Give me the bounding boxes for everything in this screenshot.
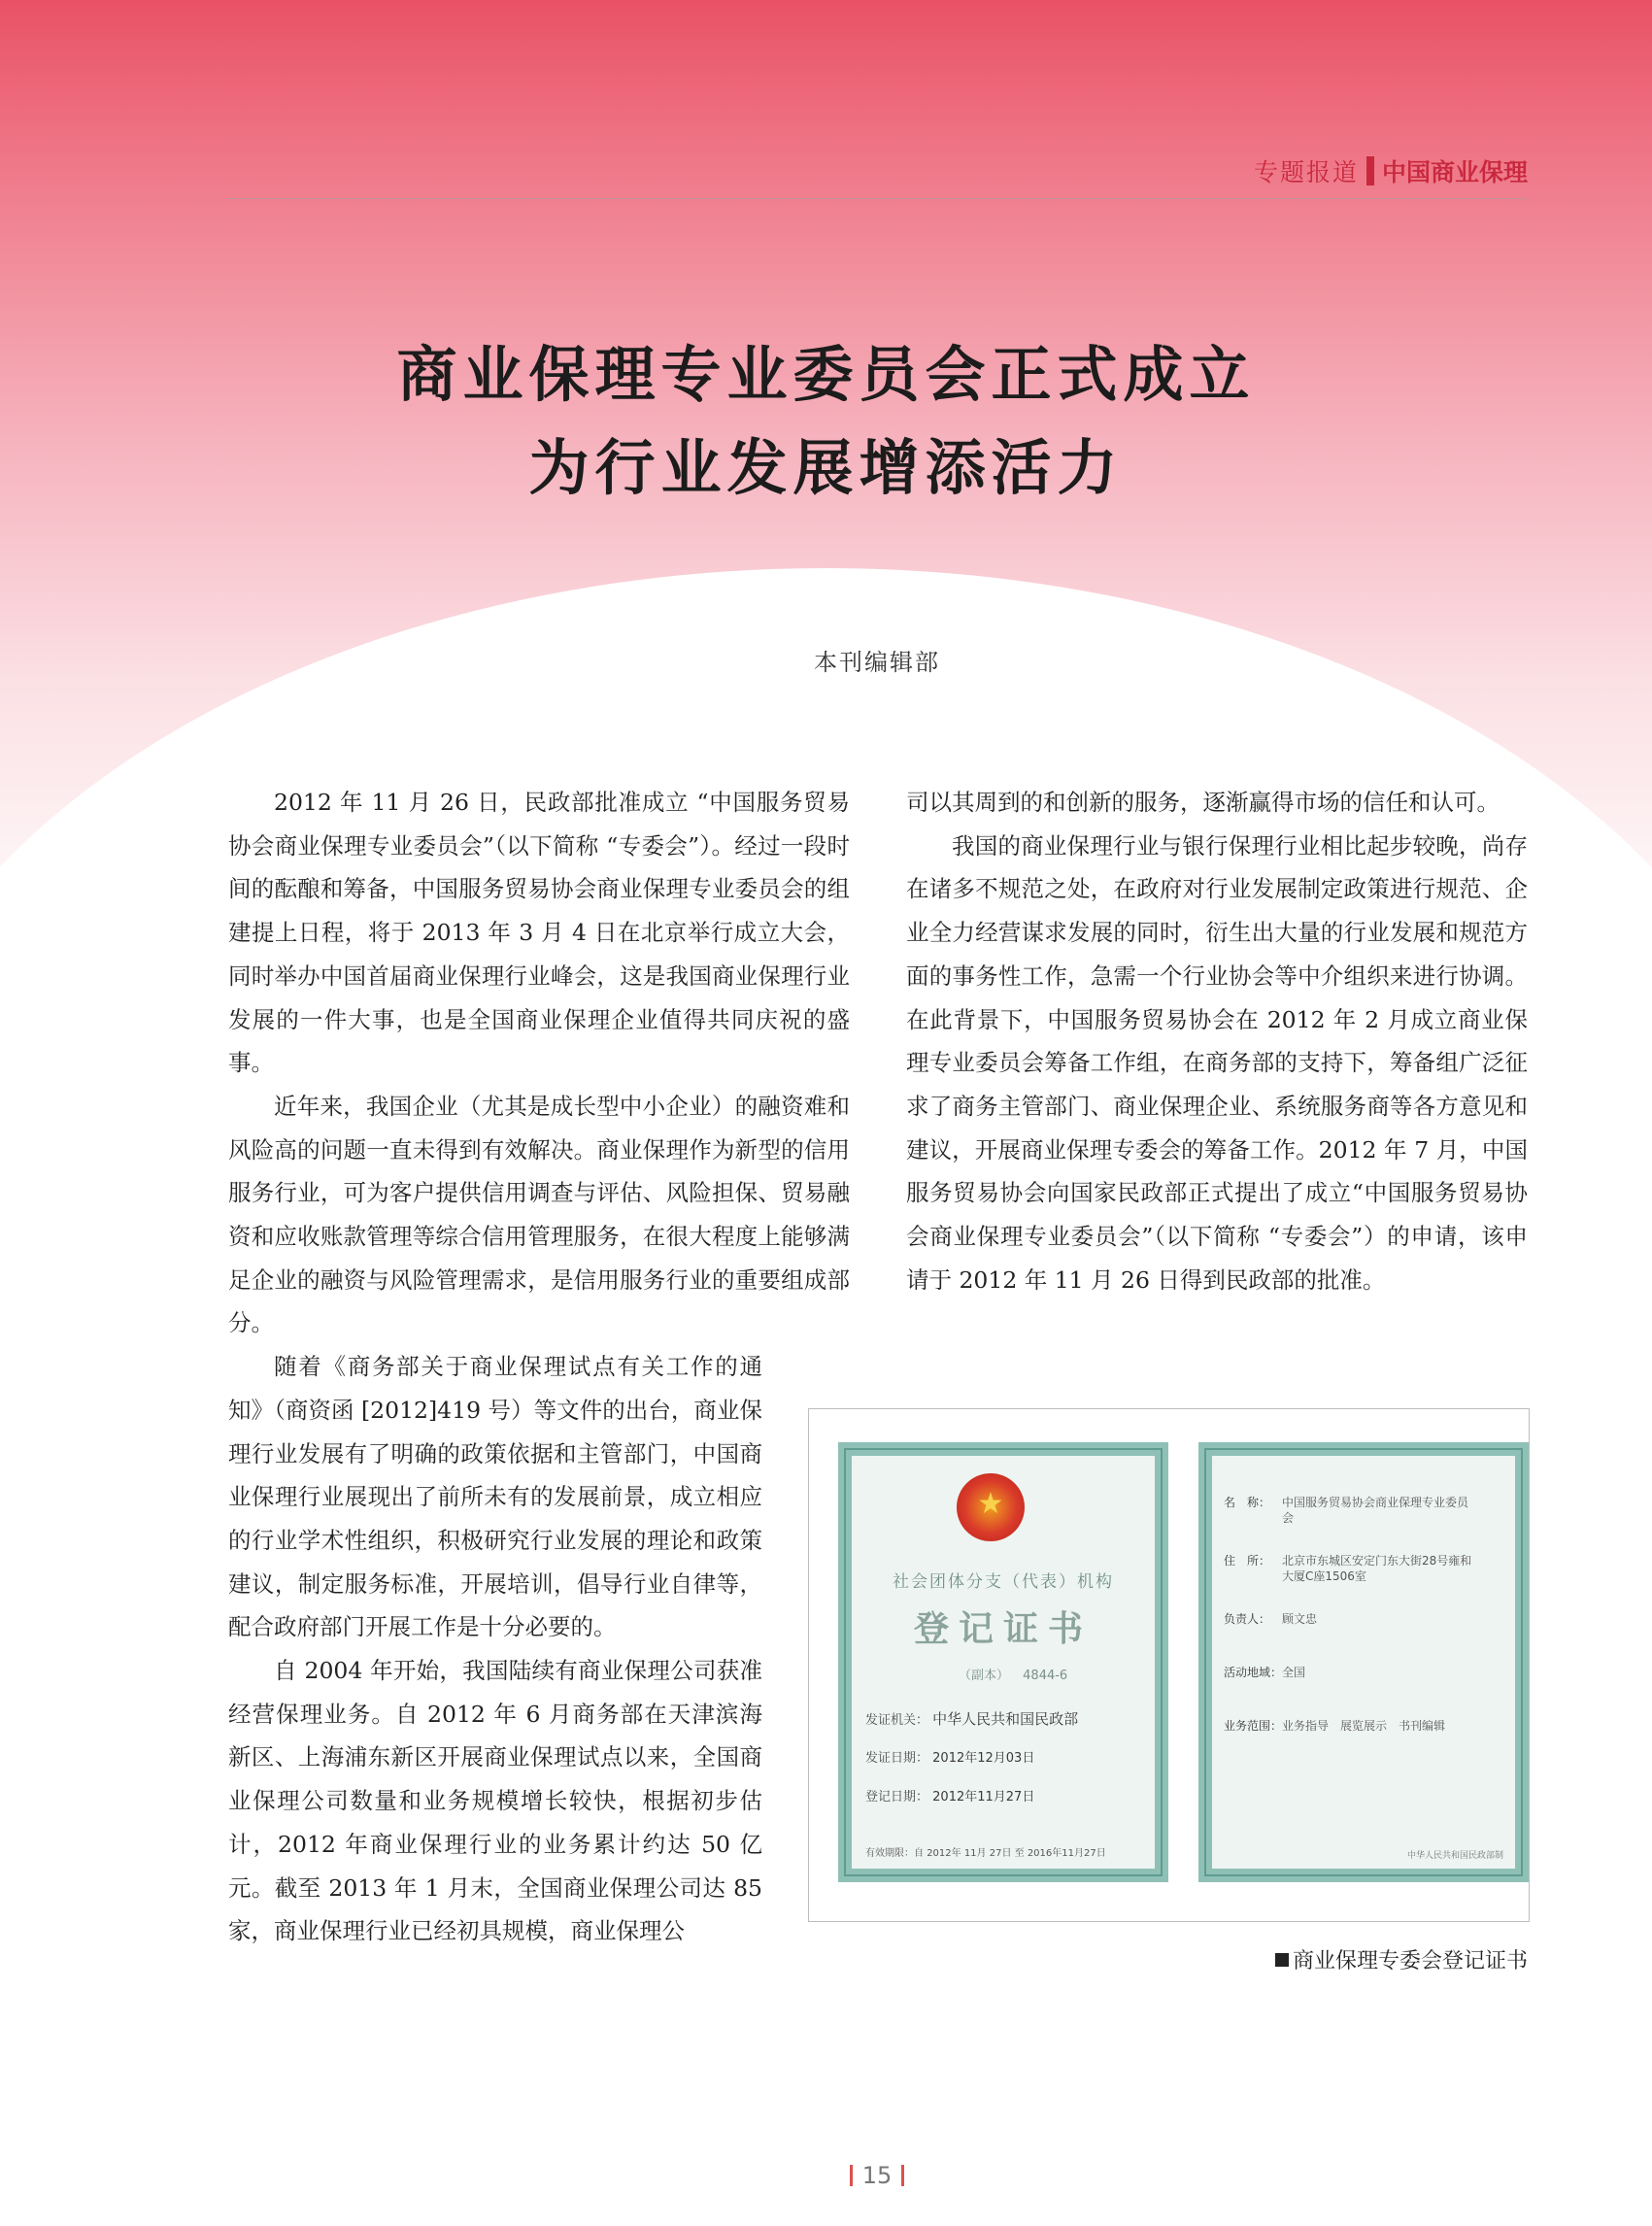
validity-line: 有效期限：自 2012年 11月 27日 至 2016年11月27日 [865,1848,1106,1859]
magazine-column-name: 中国商业保理 [1381,158,1528,186]
certificate-org-type: 社会团体分支（代表）机构 [893,1572,1114,1592]
title-line-2: 为行业发展增添活力 [528,432,1124,503]
certificate-back [1198,1442,1529,1882]
page-number-left-bar [850,2165,853,2186]
name-label: 名 称： [1224,1496,1271,1509]
right-paragraph-1: 我国的商业保理行业与银行保理行业相比起步较晚，尚存在诸多不规范之处，在政府对行业发展制定政策进行规范、企业全力经营谋求发展的同时，衍生出大量的行业发展和规范方面的事务性工作，急需一个行业协会等中介组织来进行协调。在此背景下，中国服务贸易协会在 2012 年 2 月成立商业保理专业委员会筹备工作组，在商务部的支持下，筹备组广泛征求了商务主管部门、商业保理企业、系统服务商等各方意见和建议，开展商业保理专委会的筹备工作。2012 年 7 月，中国服务贸易协会向国家民政部正式提出了成立“中国服务贸易协会商业保理专业委员会”（以下简称 “专委会”）的申请，该申请于 2012 年 11 月 26 日得到民政部的批准。 [906,831,1528,1294]
caption-square-icon [1275,1953,1289,1967]
certificate-front [838,1442,1168,1882]
address-label: 住 所： [1224,1554,1271,1568]
left-paragraph-2: 近年来，我国企业（尤其是成长型中小企业）的融资难和风险高的问题一直未得到有效解决。商业保理作为新型的信用服务行业，可为客户提供信用调查与评估、风险担保、贸易融资和应收账款管理等综合信用管理服务，在很大程度上能够满足企业的融资与风险管理需求，是信用服务行业的重要组成部分。 [228,1092,850,1337]
scope-value: 业务指导 展览展示 书刊编辑 [1282,1719,1446,1733]
validity-label: 有效期限：自 [865,1848,924,1859]
scope-label: 业务范围： [1224,1719,1283,1733]
certificate-big-title: 登记证书 [913,1608,1093,1649]
page-number-right-bar [901,2165,904,2186]
article-title [0,328,1652,515]
leader-label: 负责人： [1224,1612,1271,1626]
validity-to: 2016年11月27日 [1027,1848,1106,1859]
right-column [906,781,1528,1301]
validity-from: 2012年 11月 27日 [927,1848,1012,1859]
right-continuation: 司以其周到的和创新的服务，逐渐赢得市场的信任和认可。 [906,789,1500,816]
left-paragraph-4: 自 2004 年开始，我国陆续有商业保理公司获准经营保理业务。自 2012 年 6 月商务部在天津滨海新区、上海浦东新区开展商业保理试点以来，全国商业保理公司数量和业务规模增长较快，根据初步估计，2012 年商业保理行业的业务累计约达 50 亿元。截至 2013 年 1 月末，全国商业保理公司达 85 家，商业保理行业已经初具规模，商业保理公 [228,1657,762,1945]
certificate-footer: 中华人民共和国民政部制 [1406,1851,1503,1861]
reg-date-label: 登记日期： [865,1790,929,1804]
figure-caption [1275,1944,1528,1974]
running-header [1254,153,1528,188]
issue-date-label: 发证日期： [865,1751,929,1766]
certificate-figure [808,1408,1530,1922]
header-divider-bar [1366,156,1374,186]
page-number-value: 15 [861,2162,893,2189]
issue-date-value: 2012年12月03日 [932,1751,1035,1766]
area-label: 活动地域： [1224,1666,1283,1679]
issuer-value: 中华人民共和国民政部 [932,1710,1079,1728]
reg-date-value: 2012年11月27日 [932,1790,1035,1804]
article-author: 本刊编辑部 [814,649,940,676]
left-paragraph-3: 随着《商务部关于商业保理试点有关工作的通知》（商资函 [2012]419 号）等文件的出台，商业保理行业发展有了明确的政策依据和主管部门，中国商业保理行业展现出了前所未有的发展前景，成立相应的行业学术性组织，积极研究行业发展的理论和政策建议，制定服务标准，开展培训，倡导行业自律等，配合政府部门开展工作是十分必要的。 [228,1353,762,1641]
certificate-copy-mark: （副本） [959,1669,1010,1683]
page-number [0,2161,1652,2189]
left-column [228,781,850,1953]
certificate-number: 4844-6 [1023,1669,1068,1683]
name-value: 中国服务贸易协会商业保理专业委员会 [1282,1496,1469,1525]
area-value: 全国 [1282,1666,1306,1679]
address-value: 北京市东城区安定门东大街28号雍和大厦C座1506室 [1282,1554,1472,1583]
national-emblem-icon: ★ [957,1473,1025,1541]
section-label: 专题报道 [1253,158,1359,186]
issuer-label: 发证机关： [865,1713,929,1728]
left-paragraph-1: 2012 年 11 月 26 日，民政部批准成立 “中国服务贸易协会商业保理专业委员会”（以下简称 “专委会”）。经过一段时间的酝酿和筹备，中国服务贸易协会商业保理专业委员会的组建提上日程，将于 2013 年 3 月 4 日在北京举行成立大会，同时举办中国首届商业保理行业峰会，这是我国商业保理行业发展的一件大事，也是全国商业保理企业值得共同庆祝的盛事。 [228,789,850,1077]
caption-text: 商业保理专委会登记证书 [1292,1949,1528,1973]
title-line-1: 商业保理专业委员会正式成立 [396,339,1256,410]
header-rule [226,198,1528,199]
leader-value: 顾文忠 [1282,1612,1318,1626]
